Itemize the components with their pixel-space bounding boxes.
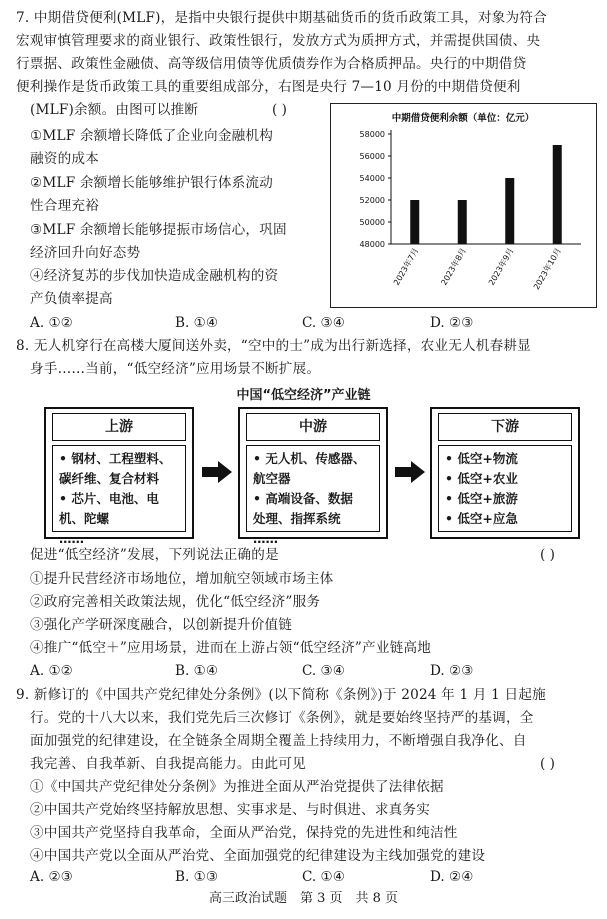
chart-bar	[410, 200, 419, 244]
upstream-item: ……	[59, 531, 84, 546]
chart-title: 中期借贷便利余额（单位：亿元）	[391, 113, 535, 124]
q7-stem-line-1: 7. 中期借贷便利(MLF)，是指中央银行提供中期基础货币的货币政策工具，对象为符合	[16, 10, 547, 26]
upstream-list	[52, 445, 186, 546]
chart-y-tick-label: 48000	[359, 240, 385, 249]
chart-x-tick-label: 2023年10月	[531, 246, 563, 292]
midstream-box	[238, 407, 388, 546]
q9-option-b[interactable]: B. ①③	[175, 869, 219, 885]
q7-item: ④经济复苏的步伐加快造成金融机构的资	[30, 268, 279, 284]
q7-option-b[interactable]: B. ①④	[175, 315, 219, 331]
midstream-item: 航空器	[253, 471, 291, 486]
chart-x-tick-label: 2023年9月	[486, 246, 516, 287]
chart-y-tick-label: 54000	[359, 174, 385, 183]
q8-item: ②政府完善相关政策法规，优化“低空经济”服务	[30, 594, 321, 610]
downstream-item: • 低空+农业	[445, 471, 518, 486]
midstream-list	[246, 445, 380, 546]
q9-item: ④中国共产党以全面从严治党、全面加强党的纪律建设为主线加强党的建设	[30, 848, 486, 864]
q7-stem-line-2: 宏观审慎管理要求的商业银行、政策性银行，发放方式为质押方式，并需提供国债、央	[16, 33, 541, 49]
q7-item: 性合理充裕	[30, 198, 99, 214]
downstream-item: • 低空+应急	[445, 511, 518, 526]
q9-item: ③中国共产党坚持自我革命，全面从严治党，保持党的先进性和纯洁性	[30, 825, 458, 841]
q7-stem-line-3: 行票据、政策性金融债、高等级信用债等优质债券作为合格质押品。央行的中期借贷	[16, 56, 527, 72]
mlf-bar-chart	[330, 103, 597, 308]
chart-bar	[553, 145, 562, 244]
q7-option-a[interactable]: A. ①②	[30, 315, 73, 331]
q9-item: ②中国共产党始终坚持解放思想、实事求是、与时俱进、求真务实	[30, 802, 431, 818]
q9-stem-line-2: 行。党的十八大以来，我们党先后三次修订《条例》，就是要始终坚持严的基调，全	[30, 710, 534, 726]
chart-x-tick-label: 2023年7月	[391, 246, 421, 287]
q8-answer-paren: ( )	[540, 547, 555, 563]
chart-bar	[458, 200, 467, 244]
q7-item: 产负债率提高	[30, 291, 113, 307]
mlf-bar-chart-svg	[331, 104, 596, 307]
q7-stem-line-5: (MLF)余额。由图可以推断	[30, 102, 199, 118]
q7-item: ③MLF 余额增长能够提振市场信心，巩固	[30, 222, 287, 238]
q7-option-c[interactable]: C. ③④	[302, 315, 345, 331]
q8-item: ③强化产学研深度融合，以创新提升价值链	[30, 617, 293, 633]
diagram-title: 中国“低空经济”产业链	[236, 388, 371, 403]
upstream-item: 碳纤维、复合材料	[59, 471, 160, 486]
chart-x-tick-label: 2023年8月	[439, 246, 468, 287]
q8-stem-line-2: 身手……当前，“低空经济”应用场景不断扩展。	[30, 361, 321, 377]
downstream-box	[430, 407, 580, 539]
q7-stem-line-4: 便利操作是货币政策工具的重要组成部分，右图是央行 7—10 月份的中期借贷便利	[16, 79, 521, 95]
midstream-item: • 高端设备、数据	[253, 491, 353, 506]
downstream-item: • 低空+旅游	[445, 491, 518, 506]
q9-option-d[interactable]: D. ②④	[430, 869, 474, 885]
q7-item: 经济回升向好态势	[30, 245, 141, 261]
midstream-item: • 无人机、传感器、	[253, 451, 366, 466]
midstream-item: ……	[253, 531, 278, 546]
upstream-item: 机、陀螺	[59, 511, 110, 526]
upstream-heading: 上游	[52, 413, 186, 441]
midstream-item: 处理、指挥系统	[253, 511, 341, 526]
q7-option-d[interactable]: D. ②③	[430, 315, 474, 331]
chart-y-tick-label: 52000	[359, 196, 385, 205]
q8-item: ①提升民营经济市场地位，增加航空领域市场主体	[30, 571, 334, 587]
chart-y-tick-label: 58000	[359, 130, 385, 139]
q9-stem-line-1: 9. 新修订的《中国共产党纪律处分条例》(以下简称《条例》)于 2024 年 1 月 1 日起施	[16, 687, 546, 703]
q7-answer-paren: ( )	[272, 102, 287, 118]
q8-option-b[interactable]: B. ①④	[175, 663, 219, 679]
upstream-item: • 芯片、电池、电	[59, 491, 159, 506]
chart-y-tick-label: 56000	[359, 152, 385, 161]
q9-stem-line-4: 我完善、自我革新、自我提高能力。由此可见	[30, 756, 306, 772]
page-footer: 高三政治试题 第 3 页 共 8 页	[208, 891, 399, 906]
arrow-right-icon	[202, 461, 232, 483]
chart-y-tick-label: 50000	[359, 218, 385, 227]
q8-question: 促进“低空经济”发展，下列说法正确的是	[30, 547, 279, 563]
q8-option-a[interactable]: A. ①②	[30, 663, 73, 679]
q9-answer-paren: ( )	[540, 756, 555, 772]
midstream-heading: 中游	[246, 413, 380, 441]
chart-bar	[505, 178, 514, 244]
q9-option-c[interactable]: C. ①④	[302, 869, 345, 885]
q7-item: ①MLF 余额增长降低了企业向金融机构	[30, 128, 273, 144]
upstream-box	[44, 407, 194, 546]
q7-item: 融资的成本	[30, 151, 99, 167]
q8-option-c[interactable]: C. ③④	[302, 663, 345, 679]
q7-item: ②MLF 余额增长能够维护银行体系流动	[30, 175, 273, 191]
q9-option-a[interactable]: A. ②③	[30, 869, 73, 885]
q9-item: ①《中国共产党纪律处分条例》为推进全面从严治党提供了法律依据	[30, 779, 444, 795]
downstream-item: • 低空+物流	[445, 451, 518, 466]
q8-stem-line-1: 8. 无人机穿行在高楼大厦间送外卖，“空中的士”成为出行新选择，农业无人机春耕显	[16, 338, 531, 354]
upstream-item: • 钢材、工程塑料、	[59, 451, 172, 466]
arrow-right-icon	[395, 461, 425, 483]
q8-option-d[interactable]: D. ②③	[430, 663, 474, 679]
q9-stem-line-3: 面加强党的纪律建设，在全链条全周期全覆盖上持续用力，不断增强自我净化、自	[30, 733, 527, 749]
downstream-heading: 下游	[438, 413, 572, 441]
downstream-list	[438, 445, 572, 532]
q8-item: ④推广“低空＋”应用场景，进而在上游占领“低空经济”产业链高地	[30, 640, 432, 656]
